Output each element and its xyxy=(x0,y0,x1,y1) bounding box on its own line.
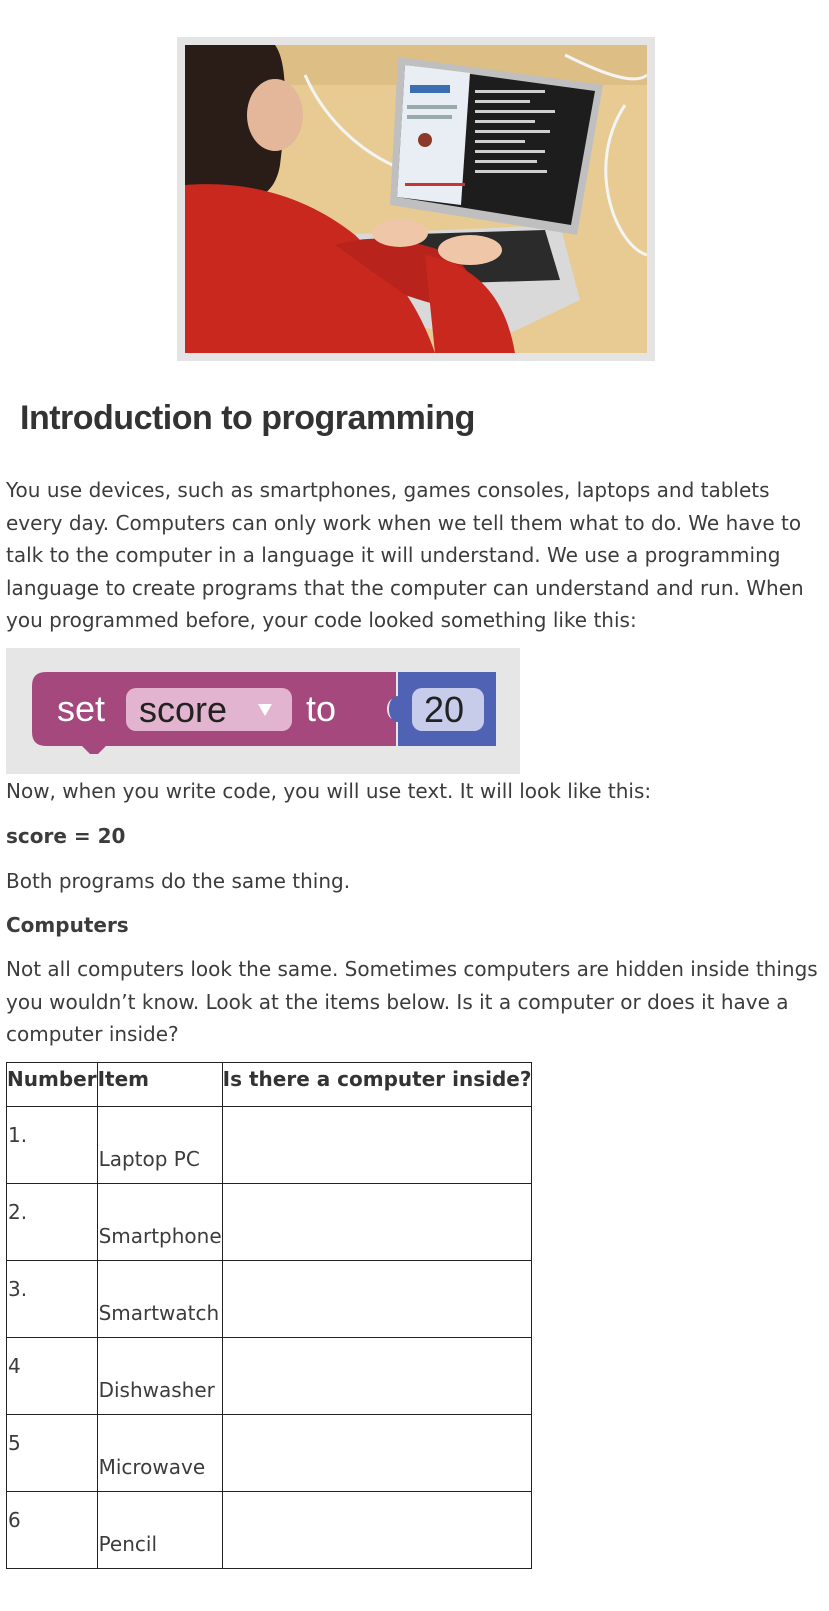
laptop-photo xyxy=(185,45,647,353)
computers-paragraph: Not all computers look the same. Sometimes computers are hidden inside things you wouldn’t know. Look at the items below. Is it a computer or does it have a computer inside? xyxy=(6,957,818,1046)
variable-name: score xyxy=(139,689,228,730)
table-row xyxy=(7,1261,532,1338)
row-answer-cell[interactable] xyxy=(222,1338,532,1415)
table-row xyxy=(7,1107,532,1184)
row-answer-cell[interactable] xyxy=(222,1492,532,1569)
header-item: Item xyxy=(97,1063,222,1107)
hero-image xyxy=(177,37,655,361)
table-header-row xyxy=(7,1063,532,1107)
header-computer-inside: Is there a computer inside? xyxy=(222,1063,532,1107)
intro-paragraph: You use devices, such as smartphones, games consoles, laptops and tablets every day. Computers can only work when we tell them what to do. We have to talk to the computer in a language it will understand. We use a programming language to create programs that the computer can understand and run. When you programmed before, your code looked something like this: xyxy=(6,478,804,632)
row-number: 6 xyxy=(7,1492,98,1569)
row-item: Laptop PC xyxy=(97,1107,222,1184)
both-text: Both programs do the same thing. xyxy=(6,869,351,893)
row-item: Dishwasher xyxy=(97,1338,222,1415)
now-text: Now, when you write code, you will use text. It will look like this: xyxy=(6,779,652,803)
number-value: 20 xyxy=(424,689,465,730)
table-row xyxy=(7,1492,532,1569)
row-number: 2. xyxy=(7,1184,98,1261)
row-item: Smartwatch xyxy=(97,1261,222,1338)
row-answer-cell[interactable] xyxy=(222,1415,532,1492)
row-answer-cell[interactable] xyxy=(222,1261,532,1338)
row-number: 1. xyxy=(7,1107,98,1184)
table-row xyxy=(7,1184,532,1261)
to-label: to xyxy=(306,688,337,729)
row-item: Pencil xyxy=(97,1492,222,1569)
set-label: set xyxy=(57,688,106,729)
header-number: Number xyxy=(7,1063,98,1107)
section-heading: Computers xyxy=(6,913,129,937)
table-row xyxy=(7,1338,532,1415)
computers-table xyxy=(6,1062,532,1569)
row-item: Microwave xyxy=(97,1415,222,1492)
row-answer-cell[interactable] xyxy=(222,1184,532,1261)
code-block-image xyxy=(6,648,520,774)
code-text: score = 20 xyxy=(6,824,126,848)
row-answer-cell[interactable] xyxy=(222,1107,532,1184)
row-number: 3. xyxy=(7,1261,98,1338)
table-row xyxy=(7,1415,532,1492)
row-number: 5 xyxy=(7,1415,98,1492)
row-item: Smartphone xyxy=(97,1184,222,1261)
page-title: Introduction to programming xyxy=(20,399,475,437)
row-number: 4 xyxy=(7,1338,98,1415)
